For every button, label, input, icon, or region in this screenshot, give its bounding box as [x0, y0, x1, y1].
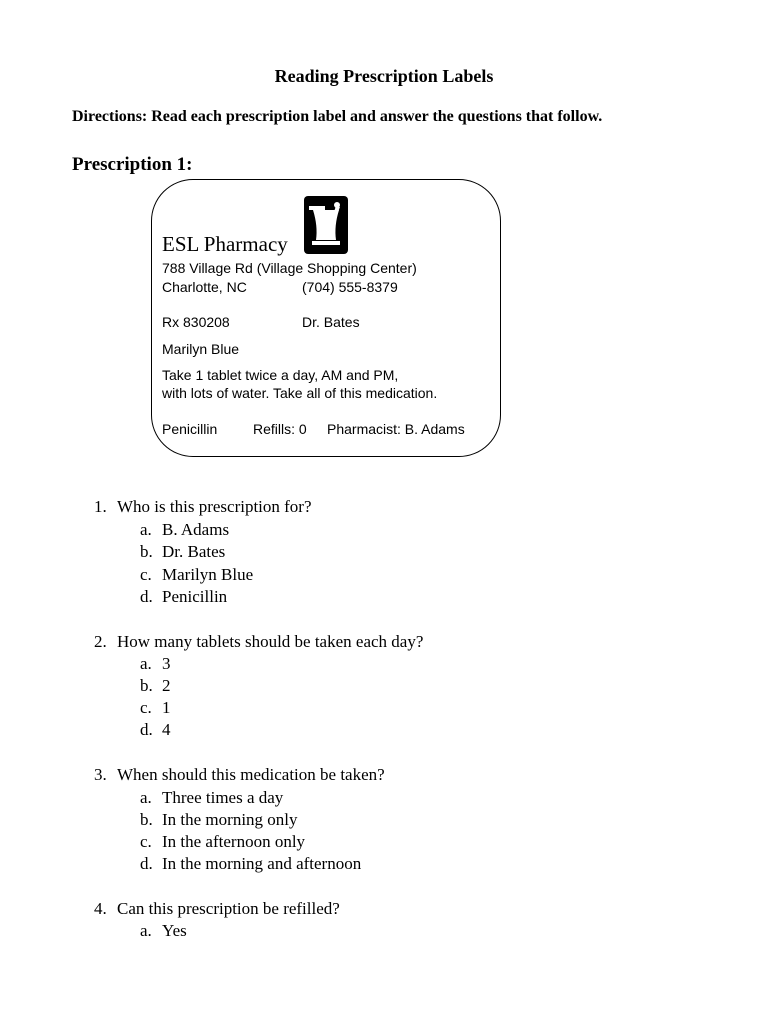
pharmacist-name: Pharmacist: B. Adams: [327, 421, 465, 437]
question-1: [94, 497, 312, 517]
question-2: [94, 632, 423, 652]
refills-count: Refills: 0: [253, 421, 307, 437]
question-3: [94, 765, 385, 785]
answer-option[interactable]: b. Dr. Bates: [140, 542, 226, 561]
doctor-name: Dr. Bates: [302, 314, 360, 330]
answer-option[interactable]: a. B. Adams: [140, 520, 230, 539]
question-text: When should this medication be taken?: [117, 765, 385, 784]
answer-option[interactable]: c. 1: [140, 698, 171, 717]
question-4: [94, 899, 340, 919]
directions-text: Directions: Read each prescription label and answer the questions that follow.: [72, 108, 603, 125]
pharmacy-city: Charlotte, NC: [162, 279, 247, 295]
question-text: Can this prescription be refilled?: [117, 899, 340, 918]
instructions-line-2: with lots of water. Take all of this medication.: [162, 385, 438, 401]
answer-option[interactable]: b. 2: [140, 676, 171, 695]
answer-option[interactable]: c. Marilyn Blue: [140, 565, 254, 584]
patient-name: Marilyn Blue: [162, 341, 240, 357]
answer-option[interactable]: b. In the morning only: [140, 810, 298, 829]
pharmacy-address: 788 Village Rd (Village Shopping Center): [162, 260, 417, 276]
question-text: How many tablets should be taken each day?: [117, 632, 424, 651]
question-number: 1.: [94, 497, 107, 516]
pharmacy-name: ESL Pharmacy: [162, 232, 288, 256]
answer-option[interactable]: c. In the afternoon only: [140, 832, 306, 851]
pharmacy-phone: (704) 555-8379: [302, 279, 398, 295]
answer-option[interactable]: d. 4: [140, 720, 171, 739]
rx-number: Rx 830208: [162, 314, 230, 330]
drug-name: Penicillin: [162, 421, 218, 437]
page-title: Reading Prescription Labels: [274, 66, 494, 86]
answer-option[interactable]: a. Yes: [140, 921, 187, 940]
answer-option[interactable]: a. 3: [140, 654, 171, 673]
answer-option[interactable]: a. Three times a day: [140, 788, 284, 807]
question-number: 4.: [94, 899, 107, 918]
mortar-and-pestle-icon: [304, 196, 348, 254]
question-number: 2.: [94, 632, 107, 651]
question-number: 3.: [94, 765, 107, 784]
question-text: Who is this prescription for?: [117, 497, 312, 516]
answer-option[interactable]: d. In the morning and afternoon: [140, 854, 362, 873]
instructions-line-1: Take 1 tablet twice a day, AM and PM,: [162, 367, 399, 383]
answer-option[interactable]: d. Penicillin: [140, 587, 228, 606]
prescription-heading: Prescription 1:: [72, 154, 193, 175]
